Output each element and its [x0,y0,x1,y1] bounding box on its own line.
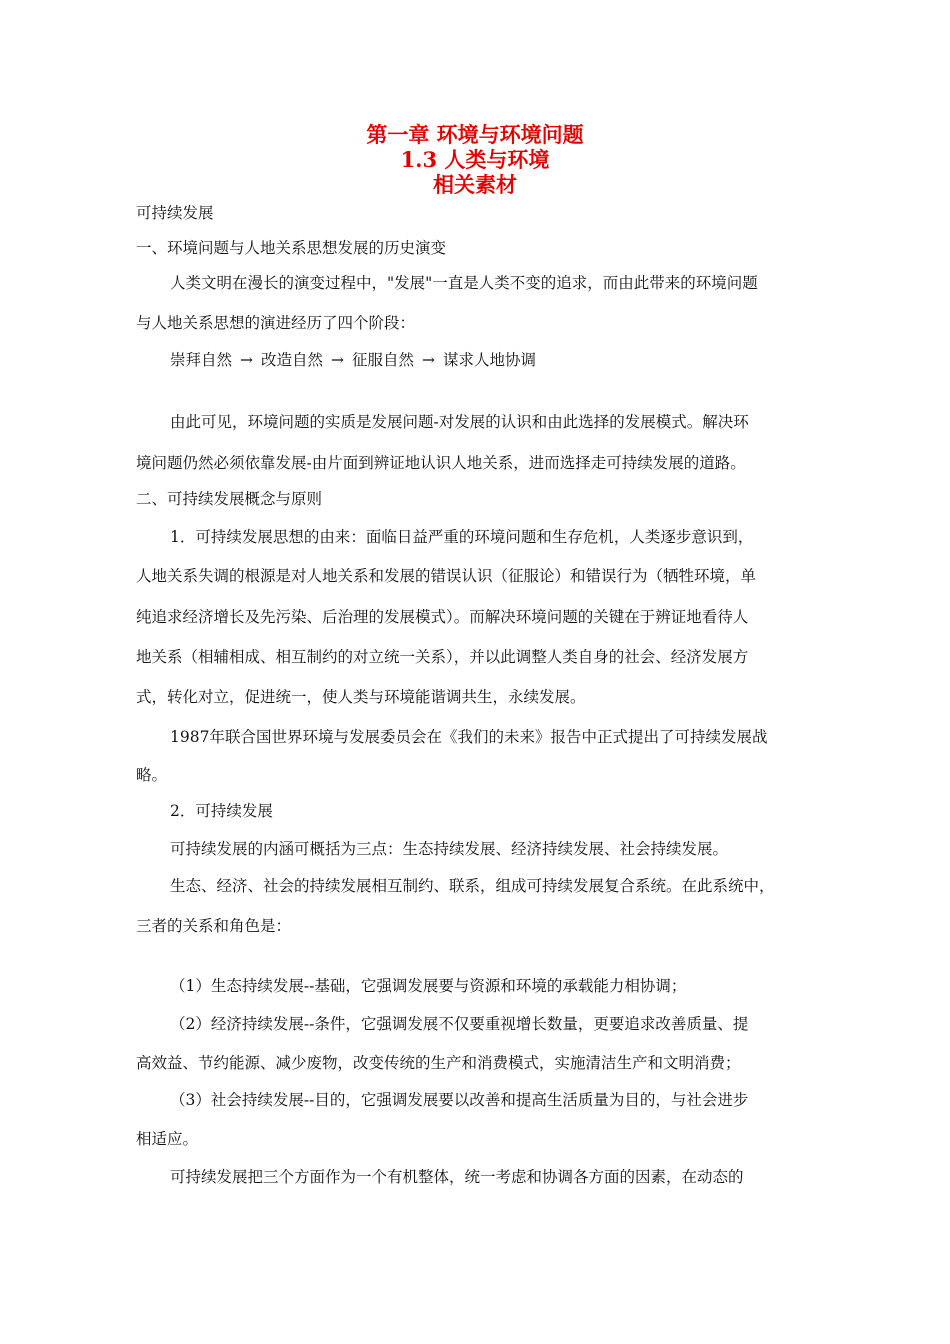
stage-worship-nature: 崇拜自然 [170,351,233,369]
paragraph-line: 式，转化对立，促进统一，使人类与环境能谐调共生，永续发展。 [136,688,586,706]
section-heading-2: 二、可持续发展概念与原则 [136,490,323,508]
subtitle: 相关素材 [433,172,517,197]
paragraph-line: 略。 [136,766,168,784]
arrow-right-icon: → [422,351,436,369]
paragraph-line: 生态、经济、社会的持续发展相互制约、联系，组成可持续发展复合系统。在此系统中， [170,877,775,895]
stage-harmony: 谋求人地协调 [443,351,537,369]
stage-transform-nature: 改造自然 [261,351,324,369]
paragraph-line: 由此可见，环境问题的实质是发展问题-对发展的认识和由此选择的发展模式。解决环 [170,413,749,431]
arrow-right-icon: → [331,351,345,369]
list-item: （1）生态持续发展--基础，它强调发展要与资源和环境的承载能力相协调； [170,977,687,995]
arrow-right-icon: → [240,351,254,369]
stage-conquer-nature: 征服自然 [352,351,415,369]
paragraph-line: 境问题仍然必须依靠发展-由片面到辨证地认识人地关系，进而选择走可持续发展的道路。 [136,454,746,472]
list-item: （3）社会持续发展--目的，它强调发展要以改善和提高生活质量为目的，与社会进步 [170,1091,749,1109]
paragraph-line: 与人地关系思想的演进经历了四个阶段： [136,314,416,332]
paragraph-line: 可持续发展把三个方面作为一个有机整体，统一考虑和协调各方面的因素，在动态的 [170,1168,744,1186]
document-title [0,122,950,197]
paragraph-line: 1．可持续发展思想的由来：面临日益严重的环境问题和生存危机，人类逐步意识到， [170,528,754,546]
list-item-continued: 相适应。 [136,1130,199,1148]
paragraph-line: 三者的关系和角色是： [136,917,292,935]
stage-sequence [170,350,536,370]
paragraph-line: 地关系（相辅相成、相互制约的对立统一关系），并以此调整人类自身的社会、经济发展方 [136,648,749,666]
topic-heading: 可持续发展 [136,204,214,222]
paragraph-line: 人地关系失调的根源是对人地关系和发展的错误认识（征服论）和错误行为（牺牲环境，单 [136,567,757,585]
section-heading-1: 一、环境问题与人地关系思想发展的历史演变 [136,239,447,257]
chapter-title: 第一章 环境与环境问题 [366,122,584,147]
subsection-heading: 2．可持续发展 [170,802,273,820]
paragraph-line: 人类文明在漫长的演变过程中，"发展"一直是人类不变的追求，而由此带来的环境问题 [170,274,758,292]
list-item: （2）经济持续发展--条件，它强调发展不仅要重视增长数量，更要追求改善质量、提 [170,1015,749,1033]
paragraph-line: 纯追求经济增长及先污染、后治理的发展模式）。而解决环境问题的关键在于辨证地看待人 [136,608,749,626]
section-title: 1.3 人类与环境 [400,147,550,172]
paragraph-line: 1987年联合国世界环境与发展委员会在《我们的未来》报告中正式提出了可持续发展战 [170,728,768,746]
paragraph-line: 可持续发展的内涵可概括为三点：生态持续发展、经济持续发展、社会持续发展。 [170,840,729,858]
list-item-continued: 高效益、节约能源、减少废物，改变传统的生产和消费模式，实施清洁生产和文明消费； [136,1054,741,1072]
